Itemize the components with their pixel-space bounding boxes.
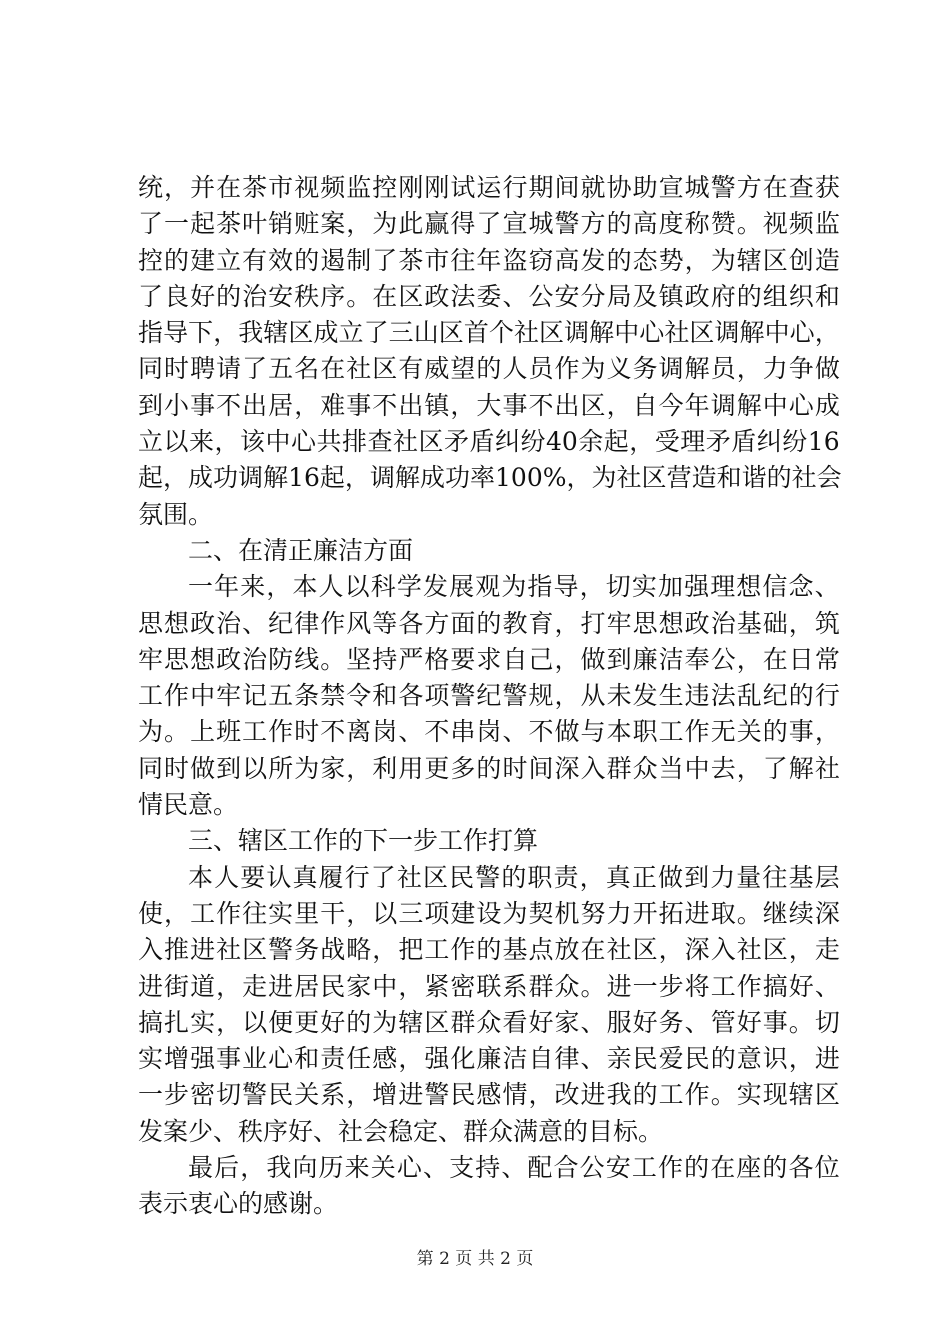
text-line: 本 人 要 认 真 履 行 了 社 区 民 警 的 职 责 ， 真 正 做 到 力 量 往 基 层 — [188, 862, 840, 892]
text-line: 入 推 进 社 区 警 务 战 略 ， 把 工 作 的 基 点 放 在 社 区 ， 深 入 社 区 ， 走 — [138, 935, 840, 965]
text-line: 进 街 道 ， 走 进 居 民 家 中 ， 紧 密 联 系 群 众 。 进 一 步 将 工 作 搞 好 、 — [138, 971, 840, 1001]
text-line: 三、辖区工作的下一步工作打算 — [188, 826, 539, 856]
text-line: 表示衷心的感谢。 — [138, 1189, 339, 1219]
text-line: 一 步 密 切 警 民 关 系 ， 增 进 警 民 感 情 ， 改 进 我 的 工 作 。 实 现 辖 区 — [138, 1080, 840, 1110]
text-line: 控 的 建 立 有 效 的 遏 制 了 茶 市 往 年 盗 窃 高 发 的 态 势 ， 为 辖 区 创 造 — [138, 245, 840, 275]
text-line: 起 ， 成 功 调 解 16 起 ， 调 解 成 功 率 100% ， 为 社 区 营 造 和 谐 的 社 会 — [138, 463, 842, 493]
text-line: 指 导 下 ， 我 辖 区 成 立 了 三 山 区 首 个 社 区 调 解 中 心 社 区 调 解 中 心 ， — [138, 318, 840, 348]
text-line: 为 。 上 班 工 作 时 不 离 岗 、 不 串 岗 、 不 做 与 本 职 工 作 无 关 的 事 ， — [138, 717, 840, 747]
text-line: 一 年 来 ， 本 人 以 科 学 发 展 观 为 指 导 ， 切 实 加 强 理 想 信 念 、 — [188, 572, 840, 602]
text-line: 思 想 政 治 、 纪 律 作 风 等 各 方 面 的 教 育 ， 打 牢 思 想 政 治 基 础 ， 筑 — [138, 608, 840, 638]
text-line: 最 后 ， 我 向 历 来 关 心 、 支 持 、 配 合 公 安 工 作 的 在 座 的 各 位 — [188, 1153, 840, 1183]
text-line: 统 ， 并 在 茶 市 视 频 监 控 刚 刚 试 运 行 期 间 就 协 助 宣 城 警 方 在 查 获 — [138, 173, 840, 202]
text-line: 二、在清正廉洁方面 — [188, 535, 414, 565]
body-text — [138, 170, 840, 1223]
text-line: 实 增 强 事 业 心 和 责 任 感 ， 强 化 廉 洁 自 律 、 亲 民 爱 民 的 意 识 ， 进 — [138, 1044, 840, 1074]
text-line: 搞 扎 实 ， 以 便 更 好 的 为 辖 区 群 众 看 好 家 、 服 好 务 、 管 好 事 。 切 — [138, 1007, 840, 1037]
text-line: 到 小 事 不 出 居 ， 难 事 不 出 镇 ， 大 事 不 出 区 ， 自 今 年 调 解 中 心 成 — [138, 390, 840, 420]
text-line: 立 以 来 ， 该 中 心 共 排 查 社 区 矛 盾 纠 纷 40 余 起 ， 受 理 矛 盾 纠 纷 16 — [138, 427, 840, 457]
text-line: 同 时 做 到 以 所 为 家 ， 利 用 更 多 的 时 间 深 入 群 众 当 中 去 ， 了 解 社 — [138, 753, 840, 783]
text-line: 发案少、秩序好、社会稳定、群众满意的目标。 — [138, 1116, 664, 1146]
page-footer: 第 2 页 共 2 页 — [416, 1249, 534, 1269]
text-line: 牢 思 想 政 治 防 线 。 坚 持 严 格 要 求 自 己 ， 做 到 廉 洁 奉 公 ， 在 日 常 — [138, 644, 840, 674]
text-line: 同 时 聘 请 了 五 名 在 社 区 有 威 望 的 人 员 作 为 义 务 调 解 员 ， 力 争 做 — [138, 354, 840, 384]
text-line: 情民意。 — [138, 790, 239, 820]
text-line: 了 良 好 的 治 安 秩 序 。 在 区 政 法 委 、 公 安 分 局 及 镇 政 府 的 组 织 和 — [138, 281, 840, 311]
text-line: 氛围。 — [138, 499, 214, 529]
text-line: 了 一 起 茶 叶 销 赃 案 ， 为 此 赢 得 了 宣 城 警 方 的 高 度 称 赞 。 视 频 监 — [138, 209, 840, 239]
text-line: 使 ， 工 作 往 实 里 干 ， 以 三 项 建 设 为 契 机 努 力 开 拓 进 取 。 继 续 深 — [138, 898, 840, 928]
text-line: 工 作 中 牢 记 五 条 禁 令 和 各 项 警 纪 警 规 ， 从 未 发 生 违 法 乱 纪 的 行 — [138, 681, 840, 711]
